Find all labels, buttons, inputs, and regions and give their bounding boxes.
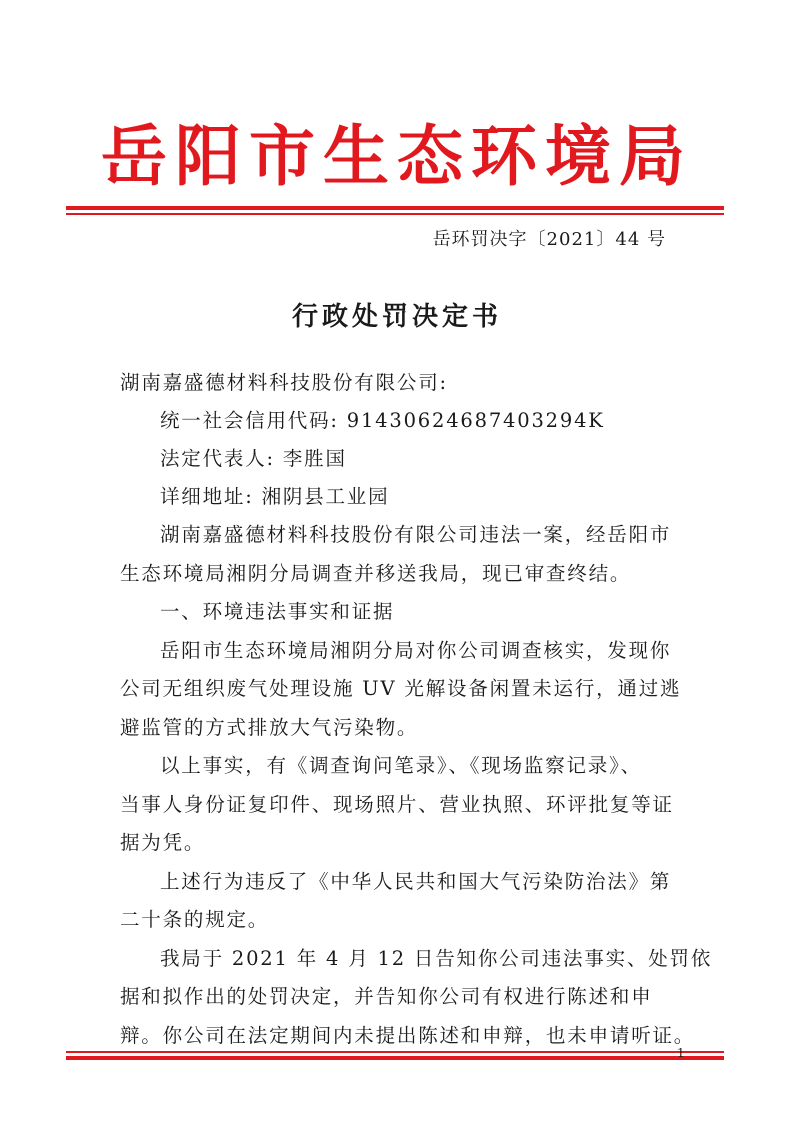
paragraph-line: 以上事实，有《调查询问笔录》、《现场监察记录》、	[160, 754, 642, 777]
recipient-line: 湖南嘉盛德材料科技股份有限公司:	[120, 371, 448, 394]
paragraph-line: 当事人身份证复印件、现场照片、营业执照、环评批复等证	[120, 793, 674, 816]
document-number: 岳环罚决字〔2021〕44 号	[432, 229, 666, 250]
header-red-rule-thick	[66, 206, 724, 210]
paragraph-line: 避监管的方式排放大气污染物。	[120, 716, 419, 739]
legal-representative-line: 法定代表人: 李胜国	[160, 447, 347, 470]
paragraph-line: 据为凭。	[120, 831, 206, 854]
address-line: 详细地址: 湘阴县工业园	[160, 485, 390, 508]
footer-red-rule-thin	[66, 1051, 724, 1053]
paragraph-line: 湖南嘉盛德材料科技股份有限公司违法一案，经岳阳市	[160, 523, 672, 546]
paragraph-line: 辩。你公司在法定期间内未提出陈述和申辩，也未申请听证。	[120, 1024, 696, 1047]
footer-red-rule-thick	[66, 1056, 724, 1060]
agency-masthead: 岳阳市生态环境局	[101, 117, 693, 195]
credit-code-line: 统一社会信用代码: 91430624687403294K	[160, 409, 605, 432]
paragraph-line: 岳阳市生态环境局湘阴分局对你公司调查核实，发现你	[160, 639, 672, 662]
paragraph-line: 生态环境局湘阴分局调查并移送我局，现已审查终结。	[120, 562, 632, 585]
paragraph-line: 公司无组织废气处理设施 UV 光解设备闲置未运行，通过逃	[120, 677, 682, 700]
paragraph-line: 上述行为违反了《中华人民共和国大气污染防治法》第	[160, 870, 672, 893]
header-red-rule-thin	[66, 213, 724, 215]
paragraph-line: 据和拟作出的处罚决定，并告知你公司有权进行陈述和申	[120, 985, 653, 1008]
section-heading: 一、环境违法事实和证据	[160, 600, 395, 623]
page-number: 1	[677, 1046, 685, 1060]
paragraph-line: 我局于 2021 年 4 月 12 日告知你公司违法事实、处罚依	[160, 947, 713, 970]
paragraph-line: 二十条的规定。	[120, 908, 270, 931]
document-title: 行政处罚决定书	[291, 302, 502, 332]
